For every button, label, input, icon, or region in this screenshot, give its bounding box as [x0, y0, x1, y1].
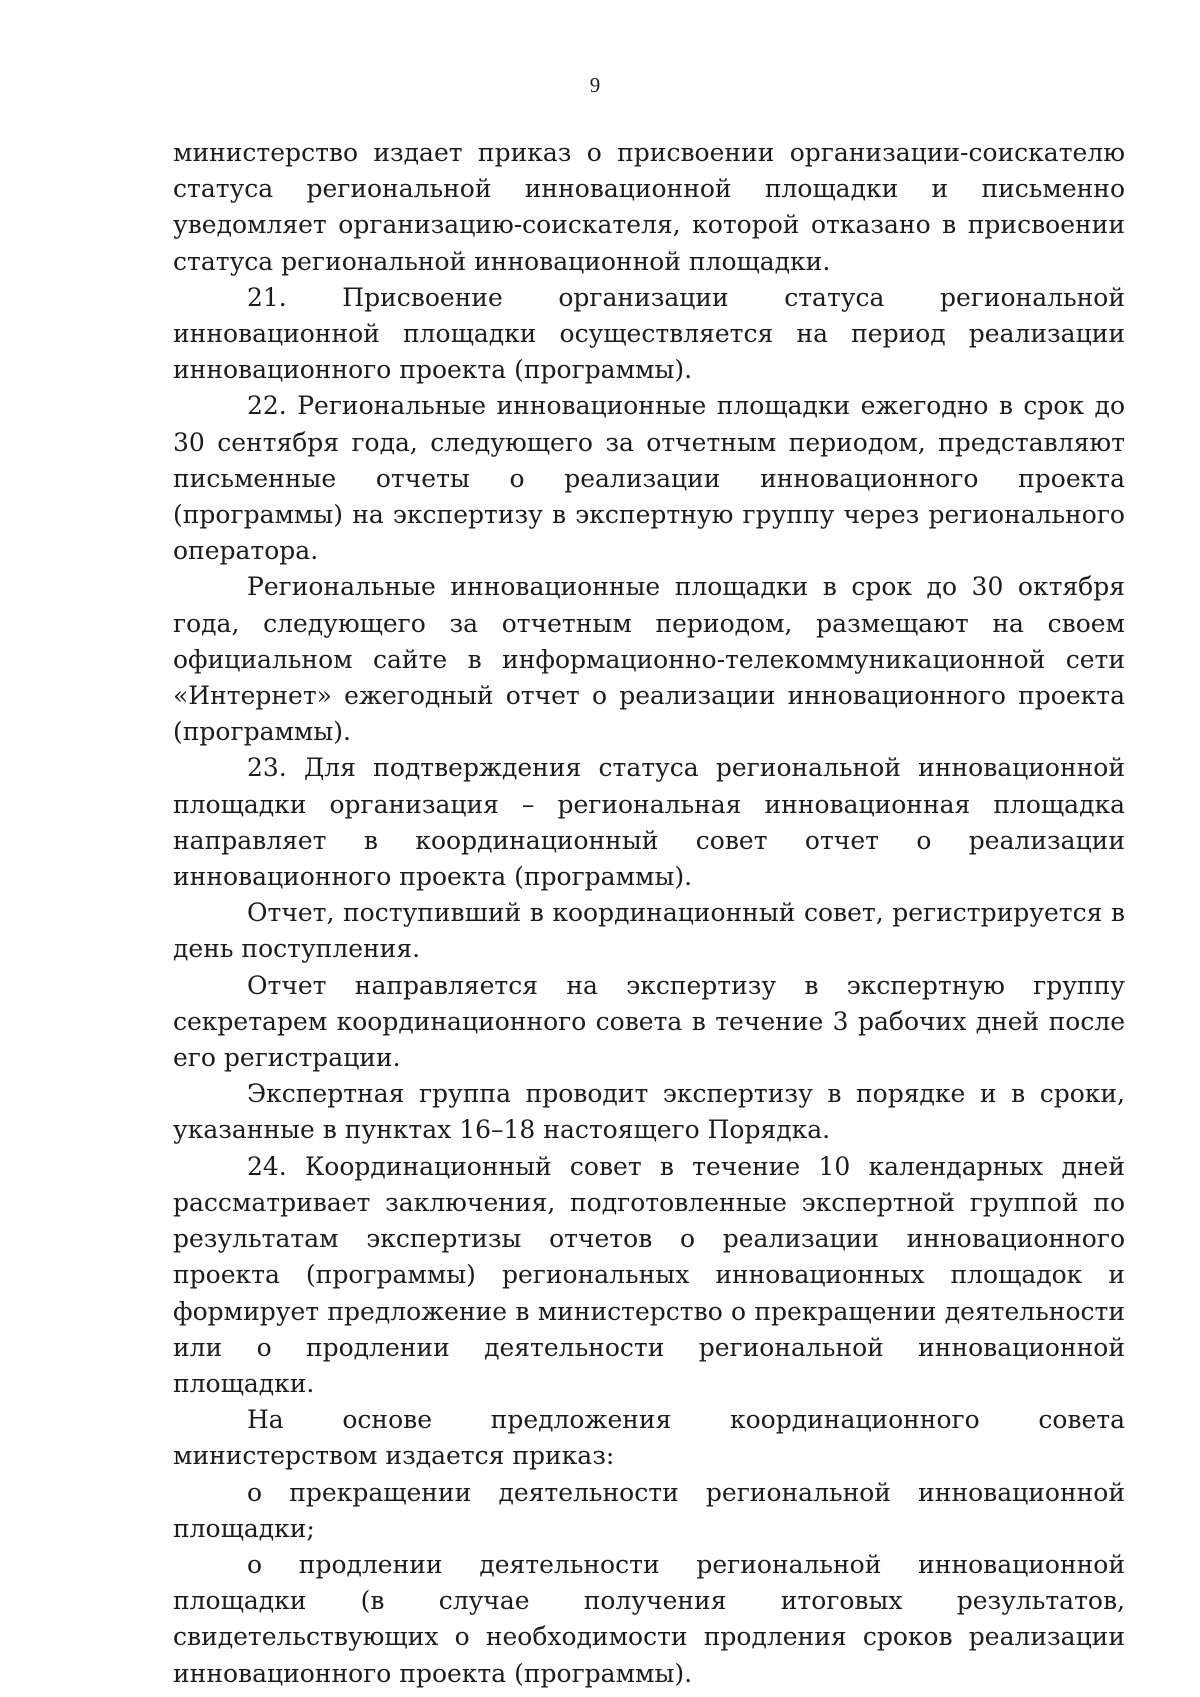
document-body: [173, 135, 1125, 1692]
paragraph-annual-report: Региональные инновационные площадки в срок до 30 октября года, следующего за отчетным периодом, размещают на своем официальном сайте в информационно-телекоммуникационной сети «Интернет» ежегодный отчет о реализации инновационного проекта (программы).: [173, 572, 1125, 747]
paragraph-order-basis: На основе предложения координационного совета министерством издается приказ:: [173, 1405, 1125, 1471]
paragraph-extension: о продлении деятельности региональной инновационной площадки (в случае получения итоговых результатов, свидетельствующих о необходимости продления сроков реализации инновационного проекта (программы).: [173, 1549, 1125, 1688]
paragraph-continuation: министерство издает приказ о присвоении организации-соискателю статуса региональной инновационной площадки и письменно уведомляет организацию-соискателя, которой отказано в присвоении статуса региональной инновационной площадки.: [173, 138, 1125, 276]
page-number: 9: [589, 73, 601, 97]
paragraph-item-24: 24. Координационный совет в течение 10 календарных дней рассматривает заключения, подготовленные экспертной группой по результатам экспертизы отчетов о реализации инновационного проекта (программы) региональных инновационных площадок и формирует предложение в министерство о прекращении деятельности или о продлении деятельности региональной инновационной площадки.: [173, 1151, 1125, 1398]
paragraph-item-21: 21. Присвоение организации статуса региональной инновационной площадки осуществляется на период реализации инновационного проекта (программы).: [173, 282, 1125, 385]
paragraph-item-22: 22. Региональные инновационные площадки ежегодно в срок до 30 сентября года, следующего за отчетным периодом, представляют письменные отчеты о реализации инновационного проекта (программы) на экспертизу в экспертную группу через регионального оператора.: [173, 391, 1125, 566]
paragraph-report-registration: Отчет, поступивший в координационный совет, регистрируется в день поступления.: [173, 898, 1125, 964]
paragraph-expert-group: Экспертная группа проводит экспертизу в порядке и в сроки, указанные в пунктах 16–18 настоящего Порядка.: [173, 1079, 1125, 1145]
paragraph-termination: о прекращении деятельности региональной инновационной площадки;: [173, 1477, 1125, 1543]
paragraph-report-expertise: Отчет направляется на экспертизу в экспертную группу секретарем координационного совета в течение 3 рабочих дней после его регистрации.: [173, 970, 1125, 1073]
paragraph-item-23: 23. Для подтверждения статуса региональной инновационной площадки организация – региональная инновационная площадка направляет в координационный совет отчет о реализации инновационного проекта (программы).: [173, 753, 1125, 892]
